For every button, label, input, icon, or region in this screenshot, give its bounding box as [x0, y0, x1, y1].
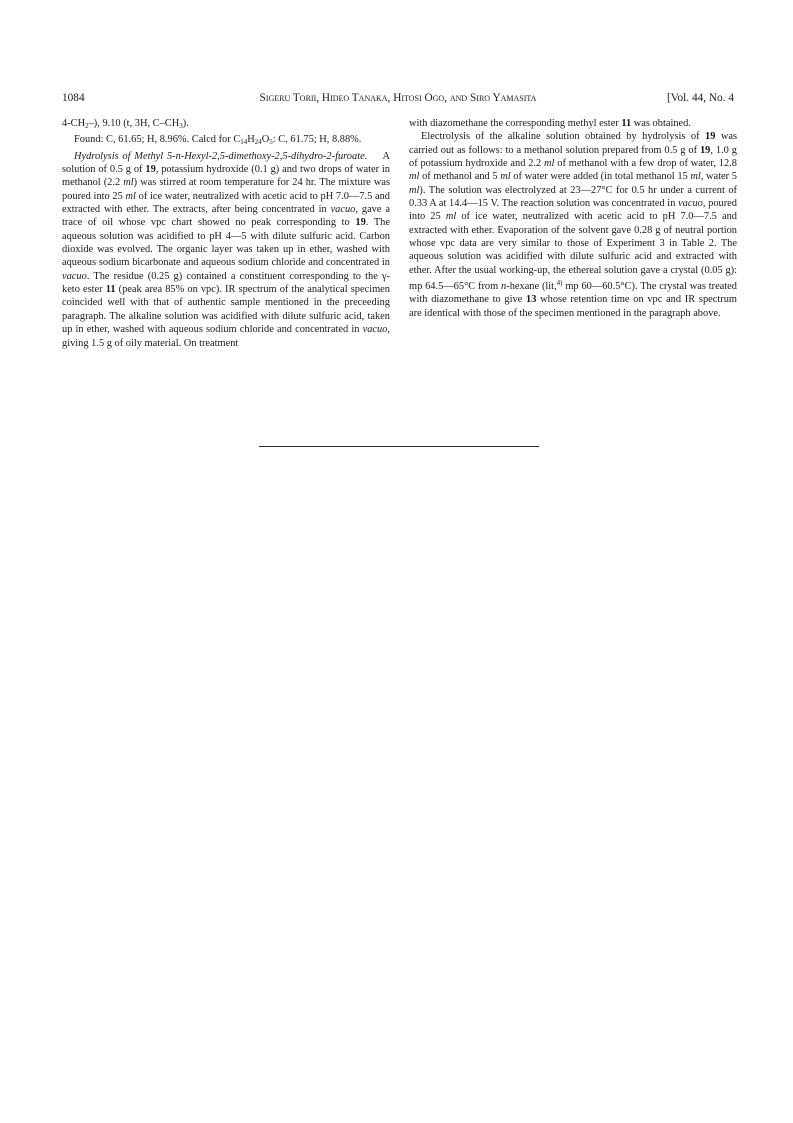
left-column	[62, 117, 390, 350]
continuation-paragraph: with diazomethane the corresponding methyl ester 11 was obtained.	[409, 118, 691, 129]
end-of-article-rule	[259, 446, 539, 447]
section-heading: Hydrolysis of Methyl 5-n-Hexyl-2,5-dimethoxy-2,5-dihydro-2-furoate.	[74, 150, 368, 162]
nmr-continuation: $4-CH_2-$), 9.10 (t, 3H, $C-CH_3$).	[62, 118, 189, 130]
running-header	[62, 92, 734, 108]
reference-marker: 4)	[556, 279, 563, 288]
volume-label: [Vol. 44, No. 4	[667, 92, 734, 104]
elemental-analysis: Found: C, 61.65; H, 8.96%. Calcd for $C_{14}H_{24}O_5$: C, 61.75; H, 8.88%.	[74, 134, 362, 147]
right-column	[409, 117, 737, 320]
page-number: 1084	[62, 92, 85, 104]
running-header-authors: Sigeru Torii, Hideo Tanaka, Hitosi Ogo, and Siro Yamasita	[259, 92, 537, 104]
electrolysis-paragraph: Electrolysis of the alkaline solution obtained by hydrolysis of 19 was carried out as follows: to a methanol solution prepared from 0.5 g of 19, 1.0 g of potassium hydroxide and 2.2 ml of methanol with a few drop of water, 12.8 ml of methanol and 5 ml of water were added (in total methanol 15 ml, water 5 ml). The solution was electrolyzed at 23—27°C for 0.5 hr under a current of 0.33 A at 14.4—15 V. The reaction solution was concentrated in vacuo, poured into 25 ml of ice water, neutralized with acetic acid to pH 7.0—7.5 and extracted with ether. Evaporation of the solvent gave 0.28 g of neutral portion whose vpc data are very similar to those of Experiment 3 in Table 2. The aqueous solution was acidified with dilute sulfuric acid and extracted with ether. After the usual working-up, the ethereal solution gave a crystal (0.05 g): mp 64.5—65°C from n-hexane (lit,$^{4)}$ mp 60—60.5°C). The crystal was treated with diazomethane to give 13 whose retention time on vpc and IR spectrum are identical with those of the specimen mentioned in the paragraph above.	[409, 131, 738, 319]
hydrolysis-paragraph: Hydrolysis of Methyl 5-n-Hexyl-2,5-dimethoxy-2,5-dihydro-2-furoate. A solution of 0.5 g of 19, potassium hydroxide (0.1 g) and two drops of water in methanol (2.2 ml) was stirred at room temperature for 24 hr. The mixture was poured into 25 ml of ice water, neutralized with acetic acid to pH 7.0—7.5 and extracted with ether. The extracts, after being concentrated in vacuo, gave a trace of oil whose vpc chart showed no peak corresponding to 19. The aqueous solution was acidified to pH 4—5 with dilute sulfuric acid. Carbon dioxide was evolved. The organic layer was taken up in ether, washed with aqueous sodium bicarbonate and aqueous sodium chloride and concentrated in vacuo. The residue (0.25 g) contained a constituent corresponding to the γ-keto ester 11 (peak area 85% on vpc). IR spectrum of the analytical specimen coincided well with that of authentic sample mentioned in the preceeding paragraph. The alkaline solution was acidified with dilute sulfuric acid, taken up in ether, washed with aqueous sodium chloride and concentrated in vacuo, giving 1.5 g of oily material. On treatment	[62, 150, 391, 349]
